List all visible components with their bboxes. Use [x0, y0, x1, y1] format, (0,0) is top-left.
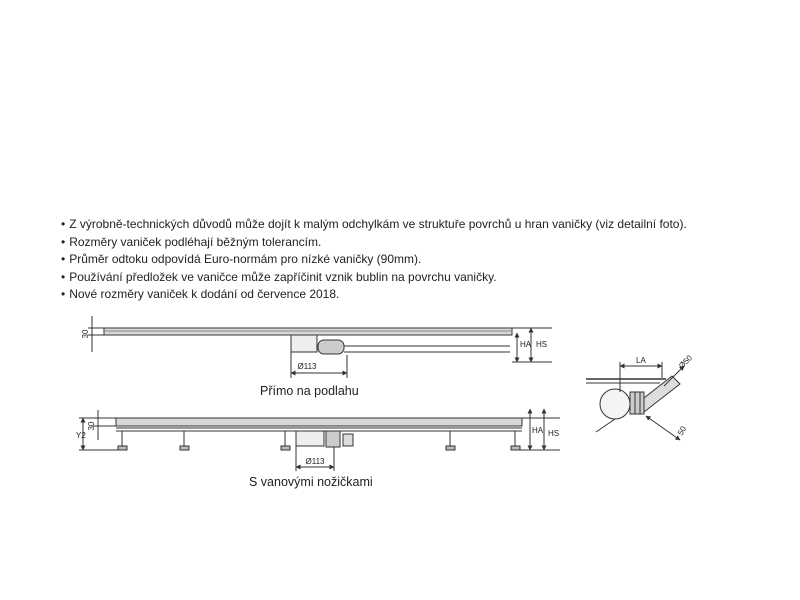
- tray-leg: [446, 431, 455, 450]
- drain-detail: [586, 362, 684, 440]
- legs-tray-body: [116, 418, 522, 426]
- note-item: • Rozměry vaniček podléhají běžným tolerancím.: [61, 234, 781, 252]
- dim-ha-label: HA: [520, 340, 532, 349]
- legs-drain-fitting: [343, 434, 353, 446]
- caption-floor: Přímo na podlahu: [260, 384, 359, 398]
- dim-la-label: LA: [636, 356, 646, 365]
- dim-thickness-label: 30: [81, 329, 90, 339]
- floor-drain-trap: [318, 340, 344, 354]
- dim-ha-label: HA: [532, 426, 544, 435]
- dim-y2-label: Y2: [76, 431, 86, 440]
- dim-drain-label: Ø113: [305, 457, 325, 466]
- dim-50-line: [646, 416, 680, 440]
- tray-leg: [180, 431, 189, 450]
- dim-hs-label: HS: [536, 340, 548, 349]
- note-item: • Průměr odtoku odpovídá Euro-normám pro nízké vaničky (90mm).: [61, 251, 781, 269]
- dim-thickness-label: 30: [87, 421, 96, 431]
- caption-legs: S vanovými nožičkami: [249, 475, 373, 489]
- legs-drain-body: [296, 431, 324, 446]
- note-item: • Nové rozměry vaniček k dodání od července 2018.: [61, 286, 781, 304]
- floor-drawing: [88, 316, 552, 378]
- detail-drain-circle: [600, 389, 630, 419]
- note-item: • Z výrobně-technických důvodů může dojít k malým odchylkám ve struktuře povrchů u hran vaničky (viz detailní foto).: [61, 216, 781, 234]
- detail-fitting: [630, 392, 644, 414]
- dim-50-label: 50: [675, 424, 689, 437]
- dim-hs-label: HS: [548, 429, 560, 438]
- floor-drain-body: [291, 335, 317, 352]
- dim-diameter-label: Ø50: [677, 353, 695, 371]
- dim-drain-label: Ø113: [297, 362, 317, 371]
- legs-drain-trap: [326, 431, 340, 447]
- note-item: • Používání předložek ve vaničce může zapříčinit vznik bublin na povrchu vaničky.: [61, 269, 781, 287]
- tray-leg: [281, 431, 290, 450]
- tray-leg: [118, 431, 127, 450]
- detail-pipe: [644, 376, 680, 412]
- tray-leg: [511, 431, 520, 450]
- dim-ext: [596, 419, 615, 432]
